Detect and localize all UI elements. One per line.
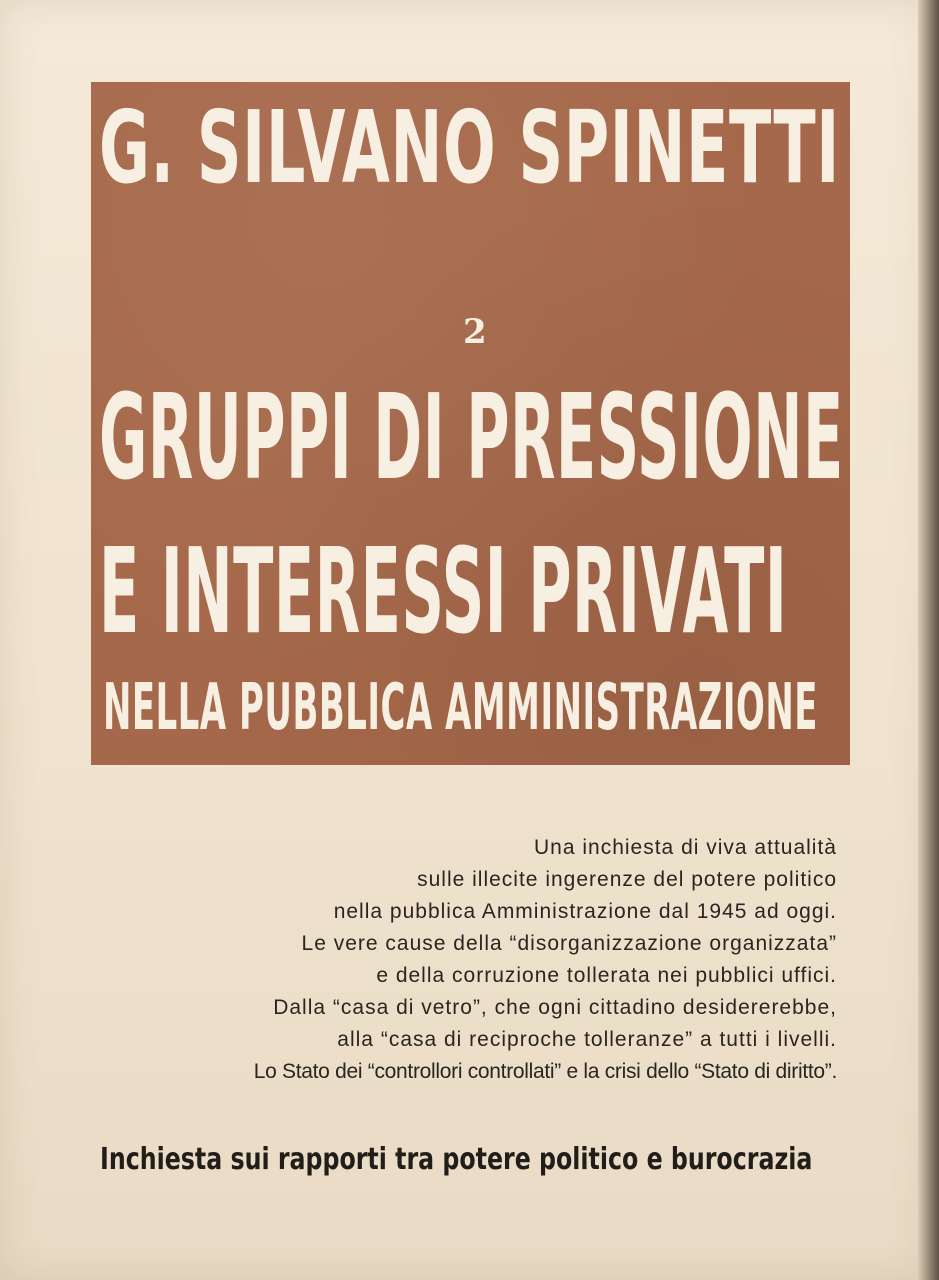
description-line: Dalla “casa di vetro”, che ogni cittadino desidererebbe, — [273, 996, 837, 1019]
description-line: sulle illecite ingerenze del potere politico — [417, 868, 837, 891]
title-panel — [91, 82, 850, 765]
description-line: e della corruzione tollerata nei pubblici uffici. — [376, 964, 837, 987]
description-line: Le vere cause della “disorganizzazione organizzata” — [301, 932, 837, 955]
description-line: Una inchiesta di viva attualità — [534, 836, 837, 859]
title-line-2: E INTERESSI PRIVATI — [99, 522, 788, 660]
subtitle: NELLA PUBBLICA AMMINISTRAZIONE — [103, 671, 818, 745]
description-line: Lo Stato dei “controllori controllati” e la crisi dello “Stato di diritto”. — [253, 1060, 837, 1083]
background-surface — [918, 0, 939, 1280]
description-blurb — [57, 832, 837, 1088]
author-name: G. SILVANO SPINETTI — [99, 89, 840, 206]
series-tagline: Inchiesta sui rapporti tra potere politico e burocrazia — [100, 1142, 813, 1177]
description-line: nella pubblica Amministrazione dal 1945 ad oggi. — [333, 900, 837, 923]
description-line: alla “casa di reciproche tolleranze” a tutti i livelli. — [337, 1028, 837, 1051]
volume-number: 2 — [463, 312, 487, 352]
title-line-1: GRUPPI DI PRESSIONE — [99, 368, 844, 506]
